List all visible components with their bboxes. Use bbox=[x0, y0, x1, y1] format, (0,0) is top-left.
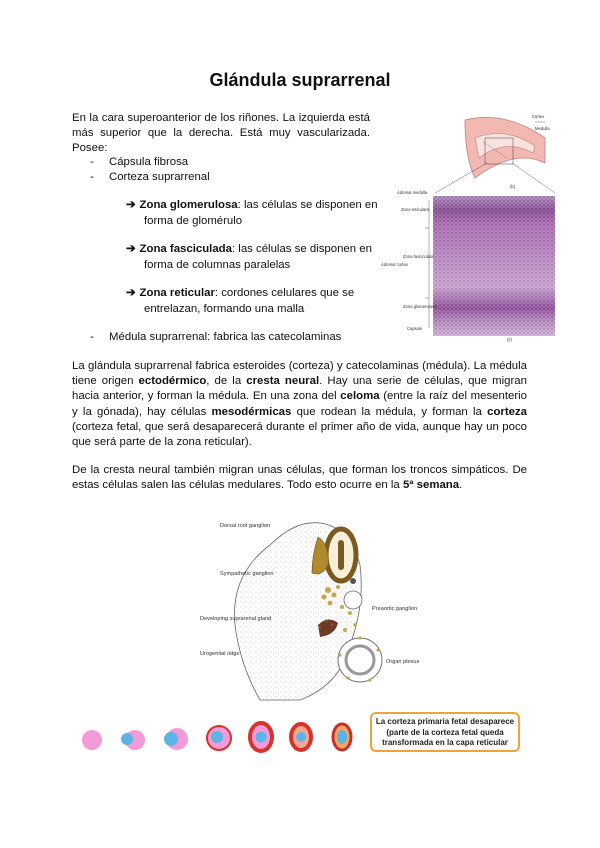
label-panel-b: (b) bbox=[510, 184, 516, 189]
zone-name: Zona fasciculada bbox=[139, 243, 232, 255]
paragraph-neural-crest: De la cresta neural también migran unas células, que forman los troncos simpáticos. De estas células salen las células medulares. Todo esto ocurre en la 5ª semana. bbox=[72, 464, 527, 492]
label-cortex: Cortex bbox=[532, 114, 545, 119]
list-item-medula: - Médula suprarrenal: fabrica las catecolaminas bbox=[90, 331, 342, 343]
callout-fetal-cortex: La corteza primaria fetal desaparece (parte de la corteza fetal queda transformada en la capa reticular bbox=[370, 712, 520, 752]
svg-text:Zona glomerulosa: Zona glomerulosa bbox=[403, 304, 437, 309]
paragraph-embryology: La glándula suprarrenal fabrica esteroides (corteza) y catecolaminas (médula). La médula tiene origen ectodérmico, de la cresta neural. Hay una serie de células, que migran hacia anterior, y forman la médula. En una zona del celoma (entre la raíz del mesenterio y la gónada), hay células mesodérmicas que rodean la médula, y forman la corteza (corteza fetal, que será desaparecerá durante el primer año de vida, aunque hay un poco que será parte de la zona reticular). bbox=[72, 360, 527, 449]
label-urogenital-ridge: Urogenital ridge bbox=[200, 651, 240, 657]
svg-text:Adrenal medulla: Adrenal medulla bbox=[397, 190, 428, 195]
intro-paragraph: En la cara superoanterior de los riñones. La izquierda está más superior que la derecha. Está muy vascularizada. Posee: bbox=[72, 112, 370, 155]
svg-text:Zona fasciculata: Zona fasciculata bbox=[403, 254, 434, 259]
svg-text:Capsule: Capsule bbox=[407, 326, 423, 331]
stage-4 bbox=[207, 726, 231, 750]
adrenal-histology-figure bbox=[381, 108, 560, 345]
label-sympathetic-ganglion: Sympathetic ganglion bbox=[220, 571, 274, 577]
zone-item-reticular: ➔ Zona reticular: cordones celulares que se entrelazan, formando una malla bbox=[126, 287, 355, 315]
stage-7 bbox=[333, 724, 351, 750]
structure-list: - Cápsula fibrosa - Corteza suprarrenal bbox=[90, 156, 210, 183]
page-title: Glándula suprarrenal bbox=[209, 70, 391, 90]
embryo-diagram bbox=[200, 515, 420, 705]
svg-text:Adrenal cortex: Adrenal cortex bbox=[381, 262, 408, 267]
label-dorsal-root-ganglion: Dorsal root ganglion bbox=[220, 523, 271, 529]
zone-item-glomerulosa: ➔ Zona glomerulosa: las células se disponen en forma de glomérulo bbox=[126, 199, 378, 227]
stage-5 bbox=[250, 723, 272, 751]
zone-name: Zona glomerulosa bbox=[139, 199, 238, 211]
gland-sketch bbox=[435, 114, 555, 193]
label-medulla: Medulla bbox=[535, 126, 550, 131]
stage-1 bbox=[82, 730, 102, 750]
development-sequence bbox=[80, 715, 370, 765]
stage-3 bbox=[164, 728, 188, 750]
zone-name: Zona reticular bbox=[139, 287, 215, 299]
label-organ-plexus: Organ plexus bbox=[386, 659, 420, 665]
svg-text:Zona reticularis: Zona reticularis bbox=[401, 207, 430, 212]
stage-6 bbox=[291, 724, 311, 750]
stage-2 bbox=[121, 730, 145, 750]
zone-item-fasciculada: ➔ Zona fasciculada: las células se disponen en forma de columnas paralelas bbox=[126, 243, 372, 271]
label-developing-suprarenal: Developing suprarenal gland bbox=[200, 616, 272, 622]
label-preaortic-ganglion: Preaortic ganglion bbox=[372, 606, 418, 612]
svg-text:(c): (c) bbox=[507, 337, 512, 342]
